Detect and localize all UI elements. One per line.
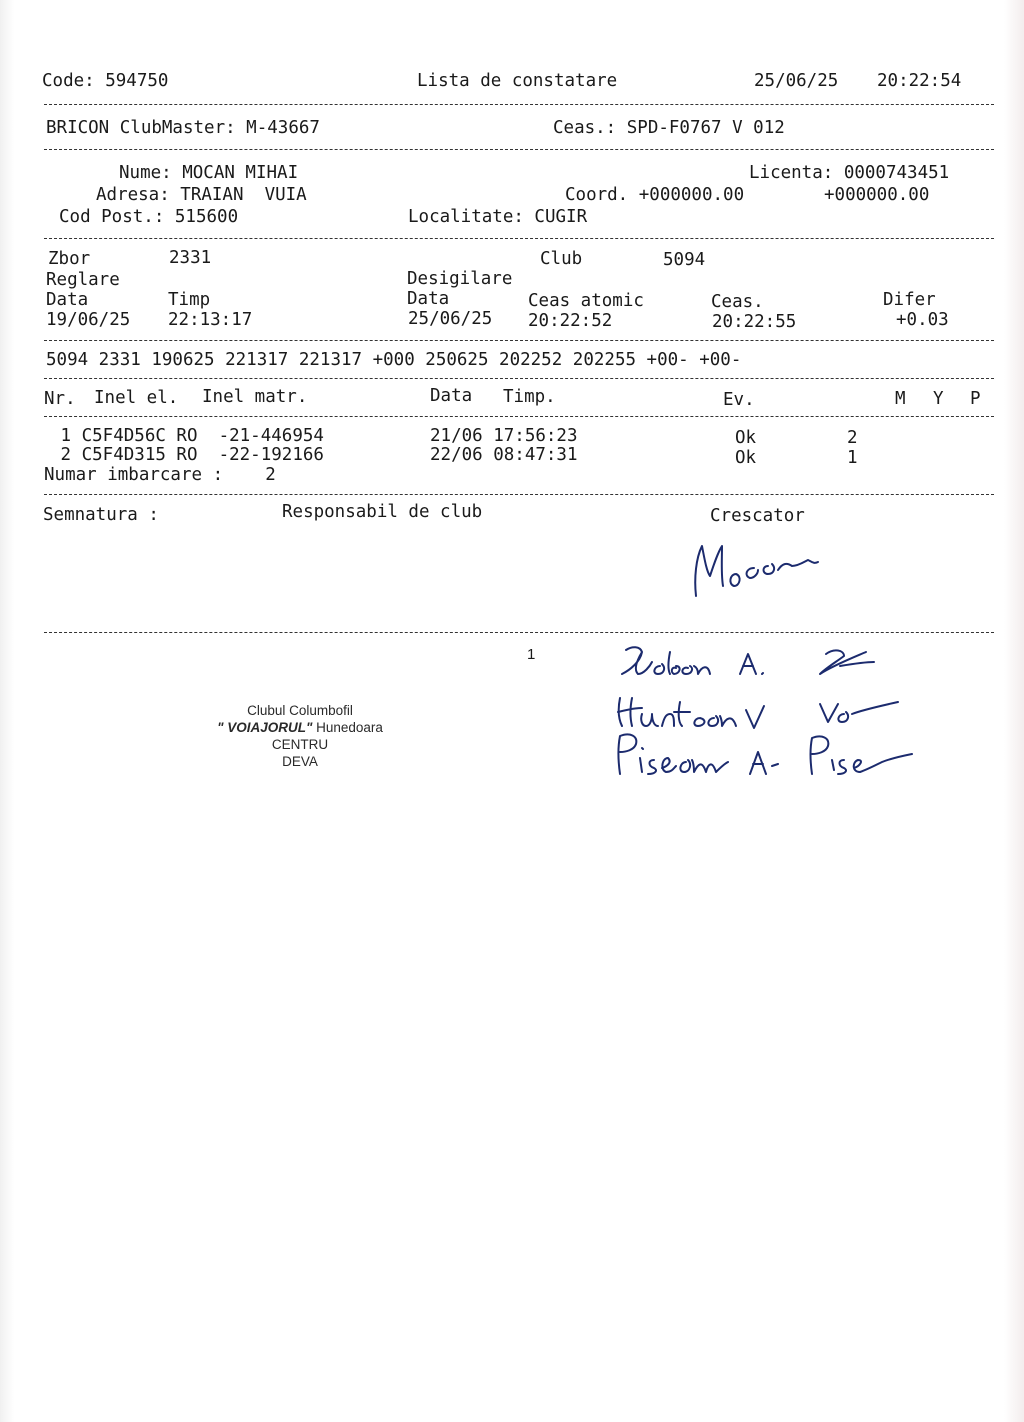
col-nr: Nr.: [44, 389, 76, 409]
ceas-atomic-value: 20:22:52: [528, 311, 613, 331]
owner-license: Licenta: 0000743451: [749, 163, 950, 183]
desigilare-label: Desigilare: [407, 269, 513, 289]
report-time: 20:22:54: [877, 71, 962, 91]
separator: [44, 378, 994, 379]
clubmaster-id: BRICON ClubMaster: M-43667: [46, 118, 320, 138]
owner-coord: Coord. +000000.00: [565, 185, 745, 205]
reglare-data: 19/06/25: [46, 310, 131, 330]
stamp-club-name: " VOIAJORUL": [217, 720, 313, 735]
separator: [44, 632, 994, 633]
data2-label: Data: [407, 289, 450, 309]
data-label: Data: [46, 290, 89, 310]
reglare-label: Reglare: [46, 270, 120, 290]
desigilare-data: 25/06/25: [408, 309, 493, 329]
col-p: P: [970, 389, 981, 409]
ceas-value: 20:22:55: [712, 312, 797, 332]
owner-postcode: Cod Post.: 515600: [59, 207, 239, 227]
owner-coord-2: +000000.00: [824, 185, 930, 205]
stamp-line-2: [170, 719, 430, 736]
owner-address: Adresa: TRAIAN VUIA: [96, 185, 307, 205]
separator: [44, 416, 994, 417]
club-label: Club: [540, 249, 583, 269]
report-title: Lista de constatare: [417, 71, 618, 91]
owner-locality: Localitate: CUGIR: [408, 207, 588, 227]
separator: [44, 104, 994, 105]
col-inel-el: Inel el.: [94, 388, 179, 408]
reglare-timp: 22:13:17: [168, 310, 253, 330]
separator: [44, 340, 994, 341]
code-line: 5094 2331 190625 221317 221317 +000 250625 202252 202255 +00- +00-: [46, 350, 742, 370]
row-m: 1: [847, 448, 858, 468]
stamp-line-3: CENTRU: [271, 737, 329, 752]
responsabil-label: Responsabil de club: [282, 502, 483, 522]
row-ev: Ok: [735, 448, 757, 468]
zbor-value: 2331: [169, 248, 212, 268]
row-ev: Ok: [735, 428, 757, 448]
crescator-label: Crescator: [710, 506, 805, 526]
stamp-line-4: DEVA: [282, 754, 318, 769]
separator: [44, 494, 994, 495]
ceas-label: Ceas.: [711, 292, 764, 312]
report-code: Code: 594750: [42, 71, 169, 91]
col-m: M: [895, 389, 906, 409]
row-m: 2: [847, 428, 858, 448]
difer-value: +0.03: [896, 310, 949, 330]
timp-label: Timp: [168, 290, 211, 310]
separator: [44, 238, 994, 239]
col-inel-matr: Inel matr.: [202, 387, 308, 407]
club-stamp: [170, 702, 430, 770]
page-number: 1: [527, 646, 536, 663]
clock-id: Ceas.: SPD-F0767 V 012: [553, 118, 785, 138]
col-timp: Timp.: [503, 387, 556, 407]
col-y: Y: [933, 389, 944, 409]
row-ring: 1 C5F4D56C RO -21-446954: [50, 426, 324, 446]
committee-signatures: [612, 640, 912, 780]
col-ev: Ev.: [723, 390, 755, 410]
numar-imbarcare: Numar imbarcare : 2: [44, 465, 276, 485]
row-datetime: 21/06 17:56:23: [430, 426, 578, 446]
breeder-signature: [688, 538, 828, 600]
club-value: 5094: [663, 250, 706, 270]
zbor-label: Zbor: [48, 249, 91, 269]
stamp-line-1: Clubul Columbofil: [247, 703, 353, 718]
row-ring: 2 C5F4D315 RO -22-192166: [50, 445, 324, 465]
ceas-atomic-label: Ceas atomic: [528, 291, 644, 311]
report-date: 25/06/25: [754, 71, 839, 91]
owner-name: Nume: MOCAN MIHAI: [119, 163, 299, 183]
difer-label: Difer: [883, 290, 936, 310]
stamp-club-city: Hunedoara: [312, 720, 383, 735]
semnatura-label: Semnatura :: [43, 505, 159, 525]
row-datetime: 22/06 08:47:31: [430, 445, 578, 465]
separator: [44, 149, 994, 150]
col-data: Data: [430, 386, 473, 406]
